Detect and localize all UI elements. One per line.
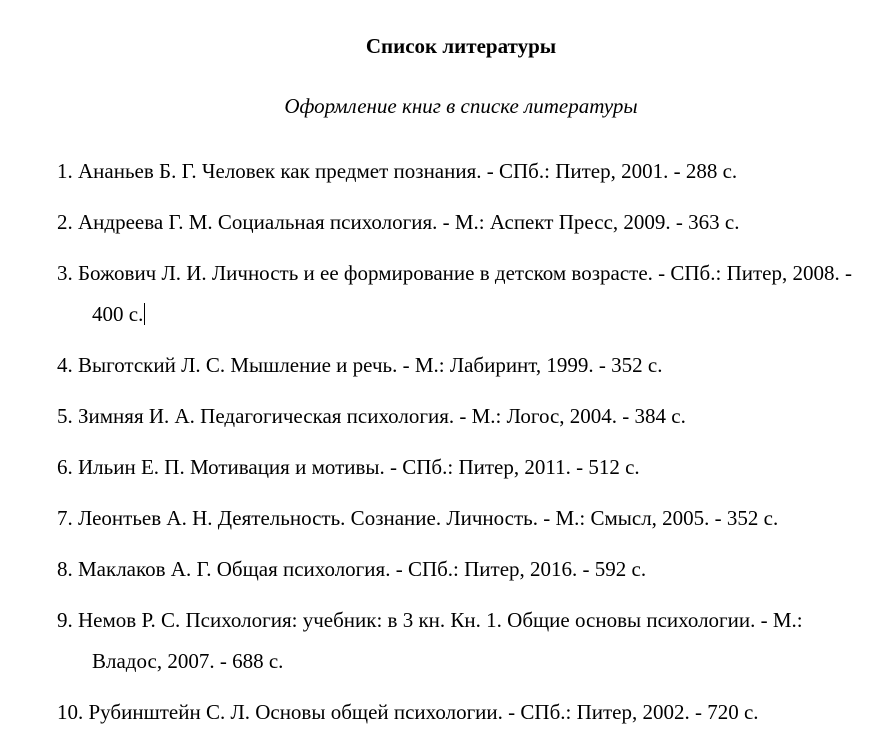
reference-text: Ананьев Б. Г. Человек как предмет познания. - СПб.: Питер, 2001. - 288 с. (78, 159, 738, 183)
reference-text: Зимняя И. А. Педагогическая психология. - М.: Логос, 2004. - 384 с. (78, 404, 686, 428)
reference-number: 5. (57, 404, 73, 428)
reference-number: 4. (57, 353, 73, 377)
document-subtitle: Оформление книг в списке литературы (284, 94, 638, 118)
reference-text: Ильин Е. П. Мотивация и мотивы. - СПб.: Питер, 2011. - 512 с. (78, 455, 640, 479)
reference-text: Леонтьев А. Н. Деятельность. Сознание. Личность. - М.: Смысл, 2005. - 352 с. (78, 506, 779, 530)
reference-item (57, 396, 872, 437)
reference-item (57, 345, 872, 386)
reference-number: 1. (57, 159, 73, 183)
reference-item (57, 447, 872, 488)
reference-number: 2. (57, 210, 73, 234)
reference-text: Немов Р. С. Психология: учебник: в 3 кн. Кн. 1. Общие основы психологии. - М.: Владос, 2007. - 688 с. (78, 608, 803, 673)
reference-number: 9. (57, 608, 73, 632)
reference-item (57, 253, 872, 335)
reference-number: 3. (57, 261, 73, 285)
document-title: Список литературы (365, 34, 557, 58)
reference-number: 8. (57, 557, 73, 581)
text-cursor (144, 303, 145, 325)
reference-item (57, 202, 872, 243)
reference-text: Андреева Г. М. Социальная психология. - М.: Аспект Пресс, 2009. - 363 с. (78, 210, 740, 234)
reference-item (57, 549, 872, 590)
reference-item (57, 498, 872, 539)
reference-number: 10. (57, 700, 84, 724)
reference-text: Божович Л. И. Личность и ее формирование в детском возрасте. - СПб.: Питер, 2008. - 400 с. (78, 261, 852, 326)
reference-number: 6. (57, 455, 73, 479)
reference-item (57, 151, 872, 192)
reference-text: Маклаков А. Г. Общая психология. - СПб.: Питер, 2016. - 592 с. (78, 557, 647, 581)
reference-item (57, 692, 872, 733)
reference-text: Выготский Л. С. Мышление и речь. - М.: Лабиринт, 1999. - 352 с. (78, 353, 663, 377)
reference-text: Рубинштейн С. Л. Основы общей психологии. - СПб.: Питер, 2002. - 720 с. (88, 700, 759, 724)
reference-number: 7. (57, 506, 73, 530)
reference-item (57, 600, 872, 682)
reference-list (57, 151, 872, 751)
